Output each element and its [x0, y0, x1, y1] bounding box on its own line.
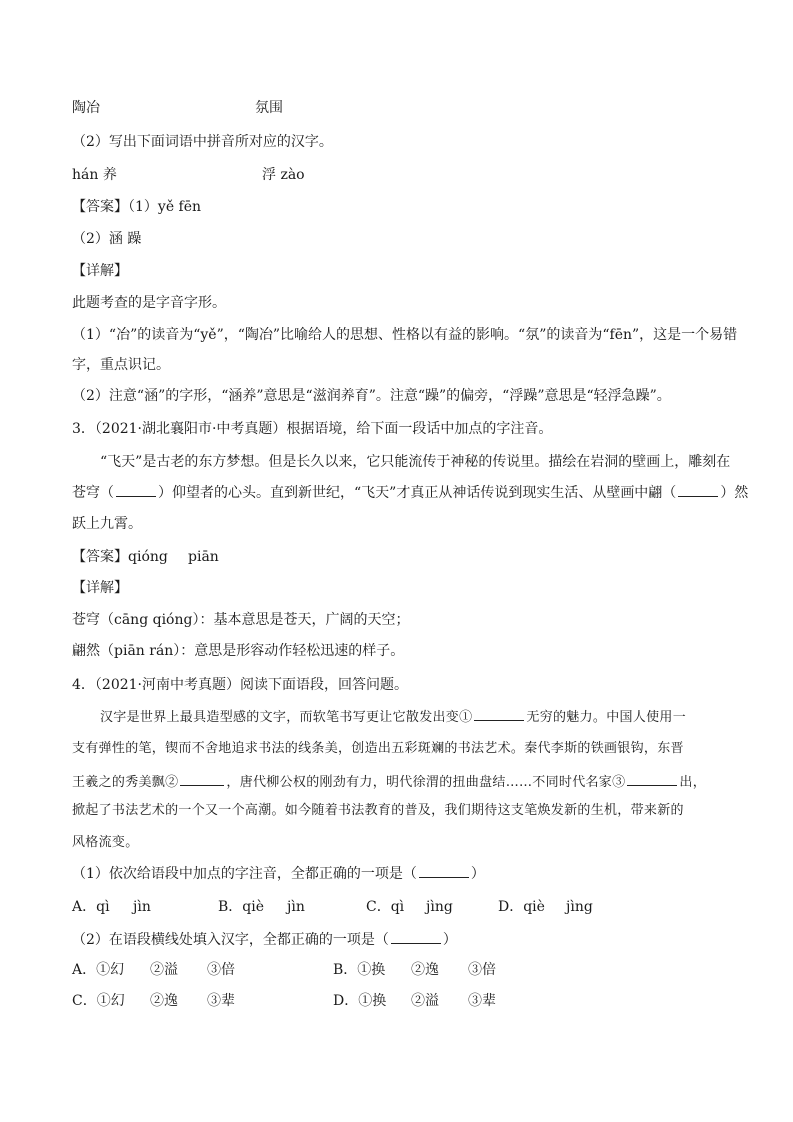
option-2b-b: ②逸	[411, 962, 439, 978]
q4-passage-3-a: 王羲之的秀美飘②	[72, 775, 179, 790]
q4-passage-1	[100, 706, 686, 728]
blank-3[interactable]	[627, 771, 677, 786]
q3-answer-b: piān	[188, 549, 219, 565]
q3-passage-2-b: ）仰望者的心头。直到新世纪，“飞天”才真正从神话传说到现实生活、从壁画中翩（	[158, 485, 677, 501]
option-2a-b: ②溢	[150, 962, 178, 978]
q3-passage-2	[72, 482, 748, 503]
answer-line-1: 【答案】（1）yě fēn	[72, 199, 202, 215]
detail-line-4: （2）注意“涵”的字形，“涵养”意思是“滋润养育”。注意“躁”的偏旁，“浮躁”意思是“轻浮急躁”。	[72, 388, 671, 404]
detail-line-3: 字，重点识记。	[72, 357, 170, 373]
q4-passage-3	[72, 771, 706, 793]
q4-passage-4: 掀起了书法艺术的一个又一个高潮。如今随着书法教育的普及，我们期待这支笔焕发新的生机，带来新的	[72, 803, 684, 818]
q4-passage-3-b: ，唐代柳公权的刚劲有力，明代徐渭的扭曲盘结……不同时代名家③	[226, 775, 626, 790]
word-taoye: 陶冶	[72, 100, 100, 116]
q4-sub-2	[72, 929, 457, 950]
option-2d-c: ③辈	[468, 993, 496, 1009]
q4-sub-2-end: ）	[442, 932, 457, 948]
q4-sub-1-end: ）	[470, 866, 485, 882]
option-2a-c: ③倍	[207, 962, 235, 978]
option-2c-c: ③辈	[207, 993, 235, 1009]
q3-answer: 【答案】qióng	[72, 549, 168, 565]
option-1b[interactable]: B．qiè	[218, 899, 265, 915]
q4-sub-1-text: （1）依次给语段中加点的字注音，全都正确的一项是（	[72, 866, 417, 882]
blank-sub-2[interactable]	[391, 929, 441, 944]
answer-line-2: （2）涵 躁	[72, 231, 142, 247]
q3-passage-2-c: ）然	[720, 485, 749, 501]
q3-passage-3: 跃上九霄。	[72, 516, 142, 532]
q4-passage-1-b: 无穷的魅力。中国人使用一	[526, 710, 687, 725]
q4-passage-5: 风格流变。	[72, 835, 139, 850]
q3-passage-1: “飞天”是古老的东方梦想。但是长久以来，它只能流传于神秘的传说里。描绘在岩洞的壁画上，雕刻在	[100, 454, 731, 470]
detail-line-2: （1）“冶”的读音为“yě”，“陶冶”比喻给人的思想、性格以有益的影响。“氛”的读音为“fēn”，这是一个易错	[72, 327, 738, 343]
q4-sub-2-text: （2）在语段横线处填入汉字，全都正确的一项是（	[72, 932, 389, 948]
q3-passage-2-a: 苍穹（	[72, 485, 114, 501]
pinyin-han: hán 养	[72, 167, 117, 183]
option-2a[interactable]: A．①幻	[72, 962, 125, 978]
option-1a-b: jìn	[133, 899, 151, 915]
q3-detail-1: 苍穹（cāng qióng）：基本意思是苍天，广阔的天空；	[72, 612, 410, 628]
q3-detail-2: 翩然（piān rán）：意思是形容动作轻松迅速的样子。	[72, 643, 405, 659]
blank-qiong[interactable]	[116, 482, 156, 497]
option-2d[interactable]: D．①换	[333, 993, 387, 1009]
option-1d-b: jìng	[566, 899, 593, 915]
option-2b[interactable]: B．①换	[333, 962, 386, 978]
option-1d[interactable]: D．qiè	[498, 899, 545, 915]
option-1c[interactable]: C．qì	[366, 899, 405, 915]
q4-passage-2: 支有弹性的笔，锲而不舍地追求书法的线条美，创造出五彩斑斓的书法艺术。秦代李斯的铁画银钩，东晋	[72, 741, 684, 756]
q3-detail-heading: 【详解】	[72, 580, 128, 596]
question-4: 4．（2021·河南中考真题）阅读下面语段，回答问题。	[72, 677, 408, 693]
option-1c-b: jìng	[426, 899, 453, 915]
detail-line-1: 此题考查的是字音字形。	[72, 295, 226, 311]
word-fenwei: 氛围	[255, 100, 283, 116]
blank-1[interactable]	[474, 706, 524, 721]
pinyin-zao: 浮 zào	[262, 167, 305, 183]
option-2d-b: ②溢	[411, 993, 439, 1009]
option-2b-c: ③倍	[468, 962, 496, 978]
blank-sub-1[interactable]	[419, 863, 469, 878]
subquestion-2: （2）写出下面词语中拼音所对应的汉字。	[72, 134, 333, 150]
question-3: 3．（2021·湖北襄阳市·中考真题）根据语境，给下面一段话中加点的字注音。	[72, 421, 553, 437]
option-1a[interactable]: A．qì	[72, 899, 110, 915]
blank-2[interactable]	[180, 771, 224, 786]
q4-passage-3-c: 出，	[679, 775, 707, 790]
option-2c[interactable]: C．①幻	[72, 993, 125, 1009]
q4-sub-1	[72, 863, 485, 884]
q4-passage-1-a: 汉字是世界上最具造型感的文字，而软笔书写更让它散发出变①	[100, 710, 473, 725]
option-1b-b: jìn	[287, 899, 305, 915]
option-2c-b: ②逸	[150, 993, 178, 1009]
detail-heading: 【详解】	[72, 263, 128, 279]
blank-pian[interactable]	[678, 482, 718, 497]
